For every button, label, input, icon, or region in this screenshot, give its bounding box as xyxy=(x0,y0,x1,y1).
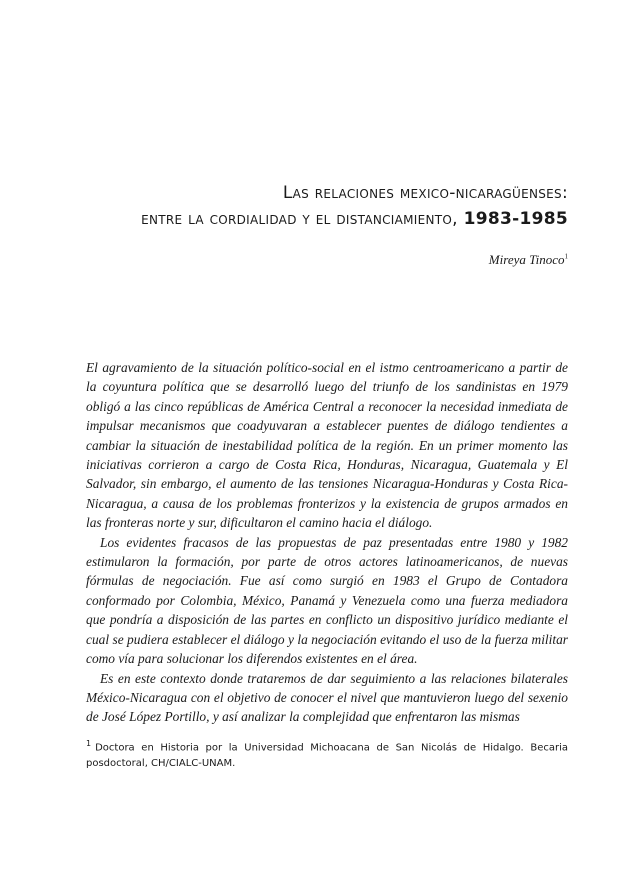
author-byline xyxy=(489,252,568,268)
title-line-2 xyxy=(86,206,568,232)
title-line-1: Las relaciones mexico-nicaragüenses: xyxy=(282,183,568,203)
footnote xyxy=(86,736,568,772)
paragraph-3: Es en este contexto donde trataremos de dar seguimiento a las relaciones bilaterales México-Nicaragua con el objetivo de conocer el nivel que mantuvieron luego del sexenio de José López Portillo, y así analizar la complejidad que enfrentaron las mismas xyxy=(86,670,568,725)
author-name: Mireya Tinoco xyxy=(488,252,565,267)
footnote-text: Doctora en Historia por la Universidad Michoacana de San Nicolás de Hidalgo. Becaria posdoctoral, CH/CIALC-UNAM. xyxy=(86,742,568,770)
footnote-number: 1 xyxy=(86,739,92,748)
author-footnote-ref[interactable]: 1 xyxy=(564,252,568,261)
article-title xyxy=(86,180,568,232)
title-years: 1983-1985 xyxy=(463,209,568,229)
article-body xyxy=(86,358,568,727)
title-line-2-text: entre la cordialidad y el distanciamiento, xyxy=(141,209,458,229)
paragraph-1: El agravamiento de la situación político-social en el istmo centroamericano a partir de la coyuntura política que se desarrolló luego del triunfo de los sandinistas en 1979 obligó a las cinco repúblicas de América Central a reconocer la necesidad inmediata de impulsar mecanismos que coadyuvaran a establecer puentes de diálogo tendientes a cambiar la situación de inestabilidad política de la región. En un primer momento las iniciativas corrieron a cargo de Costa Rica, Honduras, Nicaragua, Guatemala y El Salvador, sin embargo, el aumento de las tensiones Nicaragua-Honduras y Costa Rica-Nicaragua, a causa de los problemas fronterizos y la existencia de grupos armados en las fronteras norte y sur, dificultaron el camino hacia el diálogo. xyxy=(86,360,568,531)
paragraph-2: Los evidentes fracasos de las propuestas de paz presentadas entre 1980 y 1982 estimularon la formación, por parte de otros actores latinoamericanos, de nuevas fórmulas de negociación. Fue así como surgió en 1983 el Grupo de Contadora conformado por Colombia, México, Panamá y Venezuela como una fuerza mediadora que pondría a disposición de las partes en conflicto un dispositivo jurídico mediante el cual se pudiera establecer el diálogo y la negociación evitando el uso de la fuerza militar como vía para solucionar los diferendos existentes en el área. xyxy=(86,534,568,667)
